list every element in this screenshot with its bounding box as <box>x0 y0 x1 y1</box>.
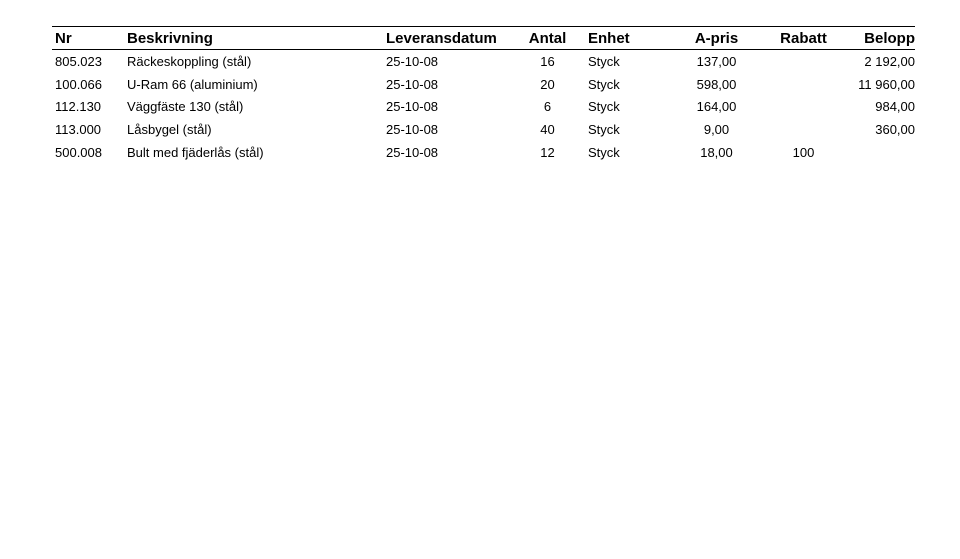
cell-leveransdatum: 25-10-08 <box>386 122 439 138</box>
cell-beskrivning: Låsbygel (stål) <box>127 122 212 138</box>
cell-belopp: 11 960,00 <box>858 76 915 92</box>
table-row <box>52 96 915 119</box>
cell-enhet: Styck <box>588 145 620 161</box>
cell-nr: 500.008 <box>55 145 102 161</box>
cell-nr: 113.000 <box>55 122 102 138</box>
cell-rabatt <box>766 73 841 96</box>
table-body <box>52 50 915 164</box>
cell-antal: 20 <box>540 76 555 92</box>
cell-apris: 18,00 <box>700 145 733 161</box>
header-beskrivning: Beskrivning <box>127 29 213 47</box>
cell-nr: 805.023 <box>55 53 102 69</box>
cell-enhet: Styck <box>588 76 620 92</box>
table-header <box>52 27 915 50</box>
table-row <box>52 141 915 164</box>
header-belopp: Belopp <box>864 29 915 47</box>
cell-rabatt <box>766 96 841 119</box>
header-nr: Nr <box>55 29 72 47</box>
cell-antal: 12 <box>540 145 555 161</box>
cell-beskrivning: U-Ram 66 (aluminium) <box>127 76 258 92</box>
header-antal: Antal <box>528 29 567 47</box>
cell-antal: 16 <box>540 53 555 69</box>
header-enhet: Enhet <box>588 29 630 47</box>
cell-belopp: 2 192,00 <box>864 53 915 69</box>
header-apris: A-pris <box>694 29 739 47</box>
cell-apris: 9,00 <box>703 122 730 138</box>
cell-belopp <box>841 141 915 164</box>
table-row <box>52 50 915 73</box>
cell-nr: 100.066 <box>55 76 102 92</box>
cell-nr: 112.130 <box>55 99 102 115</box>
cell-rabatt: 100 <box>792 145 815 161</box>
cell-apris: 598,00 <box>696 76 737 92</box>
cell-enhet: Styck <box>588 53 620 69</box>
cell-belopp: 360,00 <box>875 122 915 138</box>
cell-apris: 137,00 <box>696 53 737 69</box>
cell-beskrivning: Väggfäste 130 (stål) <box>127 99 244 115</box>
header-rabatt: Rabatt <box>780 29 827 47</box>
cell-leveransdatum: 25-10-08 <box>386 145 439 161</box>
invoice-lines-table <box>52 26 915 164</box>
cell-rabatt <box>766 50 841 73</box>
cell-beskrivning: Bult med fjäderlås (stål) <box>127 145 264 161</box>
cell-apris: 164,00 <box>696 99 737 115</box>
cell-enhet: Styck <box>588 99 620 115</box>
cell-leveransdatum: 25-10-08 <box>386 99 439 115</box>
header-leveransdatum: Leveransdatum <box>386 29 497 47</box>
cell-leveransdatum: 25-10-08 <box>386 76 439 92</box>
cell-belopp: 984,00 <box>875 99 915 115</box>
cell-antal: 40 <box>540 122 555 138</box>
cell-leveransdatum: 25-10-08 <box>386 53 439 69</box>
table-row <box>52 118 915 141</box>
header-row <box>52 27 915 50</box>
cell-beskrivning: Räckeskoppling (stål) <box>127 53 252 69</box>
cell-enhet: Styck <box>588 122 620 138</box>
table-row <box>52 73 915 96</box>
cell-antal: 6 <box>543 99 552 115</box>
cell-rabatt <box>766 118 841 141</box>
